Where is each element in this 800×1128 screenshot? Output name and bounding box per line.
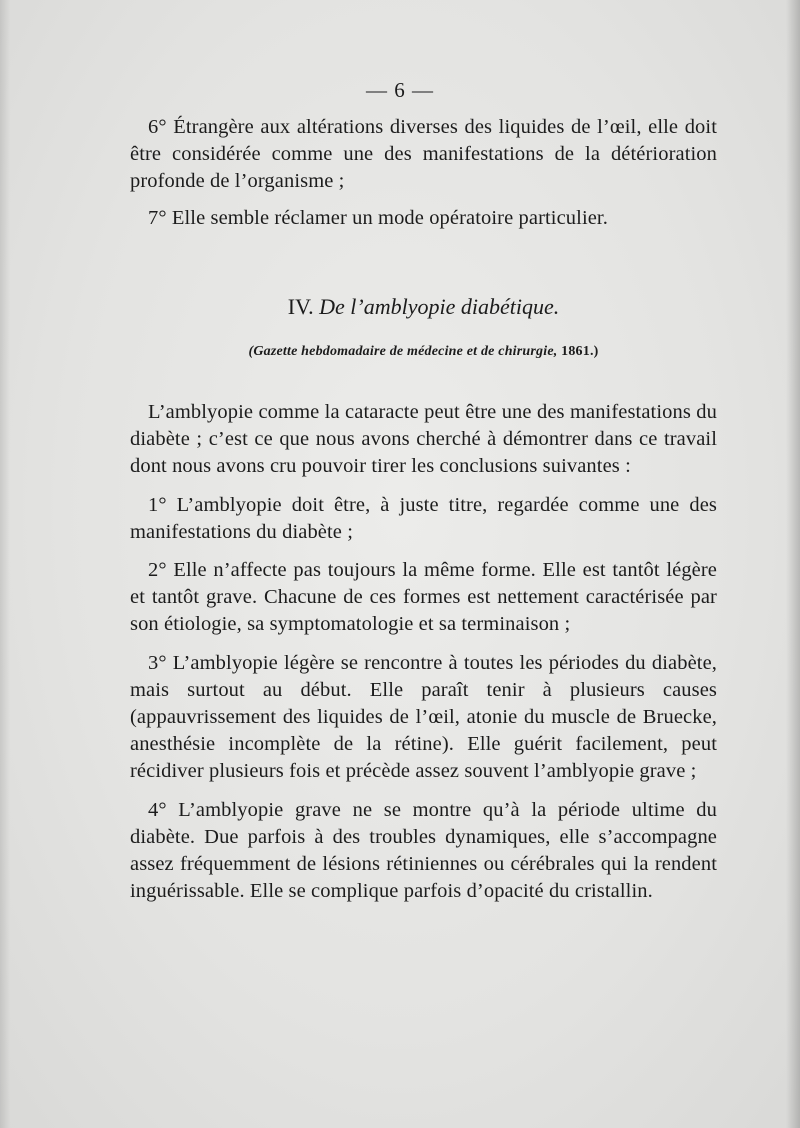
intro-list: [130, 114, 717, 232]
conclusion-4: 4° L’amblyopie grave ne se montre qu’à la période ultime du diabète. Due parfois à des troubles dynamiques, elle s’accompagne assez fréquemment de lésions rétiniennes ou cérébrales qui la rendent inguérissable. Elle se complique parfois d’opacité du cristallin.: [130, 798, 717, 903]
intro-item-6: 6° Étrangère aux altérations diverses des liquides de l’œil, elle doit être considérée comme une des manifestations de la détérioration profonde de l’organisme ;: [130, 116, 717, 193]
section-title: De l’amblyopie diabétique.: [319, 294, 560, 319]
section-heading: [130, 294, 717, 320]
page-right-shadow: [786, 0, 800, 1128]
conclusion-3: 3° L’amblyopie légère se rencontre à toutes les périodes du diabète, mais surtout au début. Elle paraît tenir à plusieurs causes (appauvrissement des liquides de l’œil, atonie du muscle de Bruecke, anesthésie incomplète de la rétine). Elle guérit facilement, peut récidiver plusieurs fois et précède assez souvent l’amblyopie grave ;: [130, 651, 717, 783]
conclusion-1: 1° L’amblyopie doit être, à juste titre, regardée comme une des manifestations du diabète ;: [130, 493, 717, 543]
body-intro: L’amblyopie comme la cataracte peut être une des manifestations du diabète ; c’est ce que nous avons cherché à démontrer dans ce travail dont nous avons cru pouvoir tirer les conclusions suivantes :: [130, 401, 717, 478]
page-number: — 6 —: [366, 78, 434, 102]
citation-source: (Gazette hebdomadaire de médecine et de chirurgie,: [248, 344, 558, 359]
conclusion-2: 2° Elle n’affecte pas toujours la même forme. Elle est tantôt légère et tantôt grave. Chacune de ces formes est nettement caractérisée par son étiologie, sa symptomatologie et sa terminaison ;: [130, 559, 717, 636]
body-text: [130, 399, 717, 905]
section-citation: [130, 344, 717, 360]
section-number: IV.: [287, 294, 314, 319]
citation-year: 1861.): [561, 344, 599, 359]
page-left-shadow: [0, 0, 10, 1128]
intro-item-7: 7° Elle semble réclamer un mode opératoire particulier.: [148, 206, 608, 229]
